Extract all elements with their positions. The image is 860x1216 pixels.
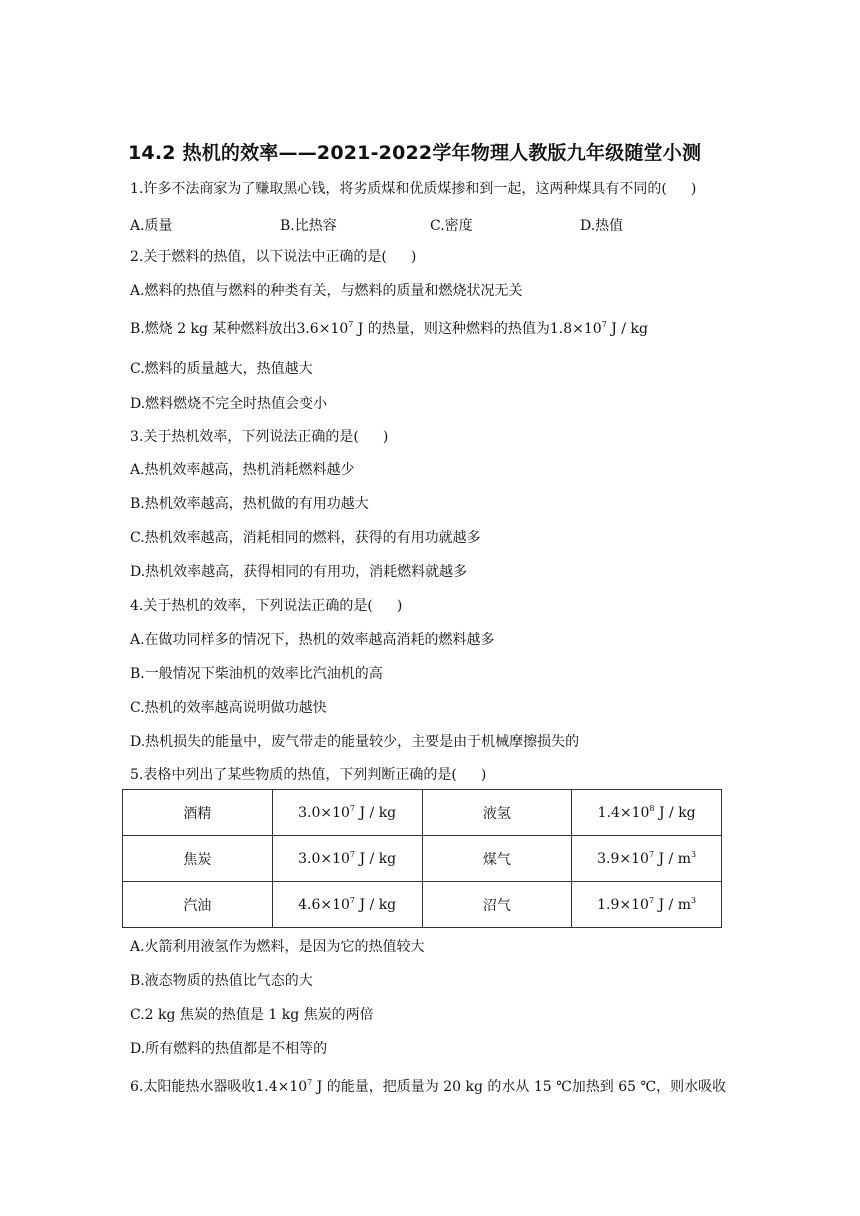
page-title: 14.2 热机的效率——2021-2022学年物理人教版九年级随堂小测 <box>128 142 702 164</box>
table-row <box>123 790 722 836</box>
q3-option-a: A.热机效率越高，热机消耗燃料越少 <box>130 462 355 478</box>
question-2-stem: 2.关于燃料的热值，以下说法中正确的是( ) <box>130 249 417 265</box>
question-6-stem: 6.太阳能热水器吸收$1.4\times 10^7$ J 的能量，把质量为 20 kg 的水从 15 ℃加热到 65 ℃，则水吸收 <box>130 1078 727 1095</box>
q1-option-c: C.密度 <box>430 218 473 234</box>
substance-name: 沼气 <box>422 882 572 928</box>
substance-name: 煤气 <box>422 836 572 882</box>
q2-option-b: B.燃烧 2 kg 某种燃料放出$3.6\times 10^7$ J 的热量，则这种燃料的热值为$1.8\times 10^7$ J / kg <box>130 320 648 337</box>
q5-option-c: C.2 kg 焦炭的热值是 1 kg 焦炭的两倍 <box>130 1007 374 1023</box>
table-row <box>123 882 722 928</box>
q1-option-b: B.比热容 <box>280 218 337 234</box>
question-3-stem: 3.关于热机效率，下列说法正确的是( ) <box>130 429 389 445</box>
q2-option-a: A.燃料的热值与燃料的种类有关，与燃料的质量和燃烧状况无关 <box>130 283 523 299</box>
heat-value: $1.4\times 10^8$ J / kg <box>572 790 722 836</box>
q3-option-d: D.热机效率越高，获得相同的有用功，消耗燃料就越多 <box>130 564 468 580</box>
q4-option-c: C.热机的效率越高说明做功越快 <box>130 700 327 716</box>
q5-option-d: D.所有燃料的热值都是不相等的 <box>130 1041 328 1057</box>
heat-value: $3.0\times 10^7$ J / kg <box>272 836 422 882</box>
q2-option-d: D.燃料燃烧不完全时热值会变小 <box>130 396 328 412</box>
table-row <box>123 836 722 882</box>
heat-value: $1.9\times 10^7$ J / $m^3$ <box>572 882 722 928</box>
heat-value: $4.6\times 10^7$ J / kg <box>272 882 422 928</box>
q3-option-b: B.热机效率越高，热机做的有用功越大 <box>130 496 369 512</box>
heat-value: $3.0\times 10^7$ J / kg <box>272 790 422 836</box>
heat-value: $3.9\times 10^7$ J / $m^3$ <box>572 836 722 882</box>
question-1-stem: 1.许多不法商家为了赚取黑心钱，将劣质煤和优质煤掺和到一起，这两种煤具有不同的( ) <box>130 181 697 197</box>
q2-option-c: C.燃料的质量越大，热值越大 <box>130 361 313 377</box>
question-5-stem: 5.表格中列出了某些物质的热值，下列判断正确的是( ) <box>130 767 487 783</box>
q4-option-a: A.在做功同样多的情况下，热机的效率越高消耗的燃料越多 <box>130 632 495 648</box>
q1-option-d: D.热值 <box>580 218 624 234</box>
q1-option-a: A.质量 <box>130 218 173 234</box>
q4-option-d: D.热机损失的能量中，废气带走的能量较少，主要是由于机械摩擦损失的 <box>130 734 580 750</box>
substance-name: 液氢 <box>422 790 572 836</box>
q3-option-c: C.热机效率越高，消耗相同的燃料，获得的有用功就越多 <box>130 530 481 546</box>
substance-name: 焦炭 <box>123 836 273 882</box>
q4-option-b: B.一般情况下柴油机的效率比汽油机的高 <box>130 666 383 682</box>
heat-value-table <box>122 789 722 928</box>
question-4-stem: 4.关于热机的效率，下列说法正确的是( ) <box>130 598 403 614</box>
substance-name: 汽油 <box>123 882 273 928</box>
substance-name: 酒精 <box>123 790 273 836</box>
q5-option-a: A.火箭利用液氢作为燃料，是因为它的热值较大 <box>130 939 425 955</box>
q5-option-b: B.液态物质的热值比气态的大 <box>130 973 313 989</box>
